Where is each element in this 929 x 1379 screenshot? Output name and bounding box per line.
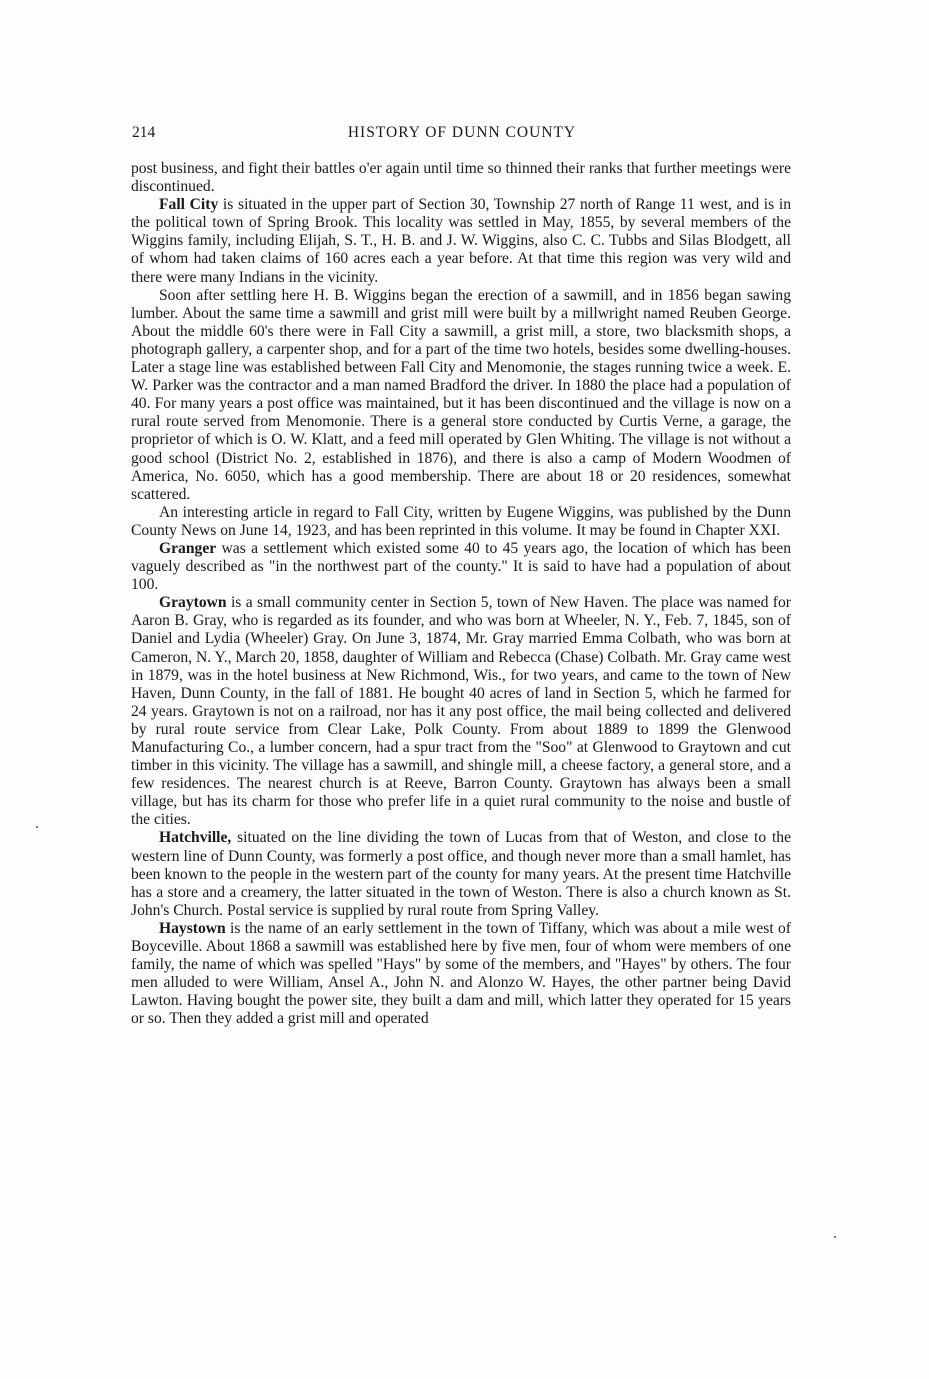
- paragraph-fall-city: [131, 196, 791, 286]
- paragraph-haystown: [131, 920, 791, 1029]
- paragraph-text: is a small community center in Section 5, town of New Haven. The place was named for Aaron B. Gray, who is regarded as its founder, and who was born at Wheeler, N. Y., Feb. 7, 1845, son of Daniel and Lydia (Wheeler) Gray. On June 3, 1874, Mr. Gray married Emma Colbath, who was born at Cameron, N. Y., March 20, 1858, daughter of William and Rebecca (Chase) Colbath. Mr. Gray came west in 1879, was in the hotel business at New Richmond, Wis., for two years, and came to the town of New Haven, Dunn County, in the fall of 1881. He bought 40 acres of land in Section 5, which he farmed for 24 years. Graytown is not on a railroad, nor has it any post office, the mail being collected and delivered by rural route service from Clear Lake, Polk County. From about 1889 to 1899 the Glenwood Manufacturing Co., a lumber concern, had a spur tract from the "Soo" at Glenwood to Graytown and cut timber in this vicinity. The village has a sawmill, and shingle mill, a cheese factory, a general store, and a few residences. The nearest church is at Reeve, Barron County. Graytown has always been a small village, but has its charm for those who prefer life in a quiet rural community to the noise and bustle of the cities.: [131, 594, 791, 829]
- entry-heading: Hatchville,: [159, 829, 232, 847]
- paragraph-fall-city-article: [131, 504, 791, 540]
- entry-heading: Haystown: [159, 919, 226, 937]
- entry-heading: Fall City: [159, 196, 219, 214]
- page-number: 214: [132, 124, 156, 141]
- paragraph-fall-city-history: [131, 287, 791, 504]
- paragraph-text: An interesting article in regard to Fall City, written by Eugene Wiggins, was published by the Dunn County News on June 14, 1923, and has been reprinted in this volume. It may be found in Chapter XXI.: [131, 503, 791, 539]
- paragraph-text: is situated in the upper part of Section 30, Township 27 north of Range 11 west, and is in the political town of Spring Brook. This locality was settled in May, 1855, by several members of the Wiggins family, including Elijah, S. T., H. B. and J. W. Wiggins, also C. C. Tubbs and Silas Blodgett, all of whom had taken claims of 160 acres each a year before. At that time this region was very wild and there were many Indians in the vicinity.: [131, 196, 791, 286]
- paragraph-text: is the name of an early settlement in the town of Tiffany, which was about a mile west of Boyceville. About 1868 a sawmill was established here by five men, four of whom were members of one family, the name of which was spelled "Hays" by some of the members, and "Hayes" by others. The four men alluded to were William, Ansel A., John N. and Alonzo W. Hayes, the other partner being David Lawton. Having bought the power site, they built a dam and mill, which latter they operated for 15 years or so. Then they added a grist mill and operated: [131, 919, 791, 1028]
- paragraph-text: situated on the line dividing the town of Lucas from that of Weston, and close to the western line of Dunn County, was formerly a post office, and though never more than a small hamlet, has been known to the people in the western part of the county for many years. At the present time Hatchville has a store and a creamery, the latter situated in the town of Weston. There is also a church known as St. John's Church. Postal service is supplied by rural route from Spring Valley.: [131, 829, 791, 919]
- scan-speck: [834, 1236, 836, 1238]
- entry-heading: Graytown: [159, 594, 227, 612]
- body-text: [131, 160, 791, 1029]
- paragraph-continued: [131, 160, 791, 196]
- paragraph-text: was a settlement which existed some 40 to 45 years ago, the location of which has been vaguely described as "in the northwest part of the county." It is said to have had a population of about 100.: [131, 539, 791, 594]
- paragraph-text: post business, and fight their battles o'er again until time so thinned their ranks that further meetings were discontinued.: [131, 160, 791, 196]
- paragraph-graytown: [131, 594, 791, 829]
- scan-speck: [36, 826, 38, 828]
- paragraph-granger: [131, 540, 791, 594]
- paragraph-text: Soon after settling here H. B. Wiggins began the erection of a sawmill, and in 1856 began sawing lumber. About the same time a sawmill and grist mill were built by a millwright named Reuben George. About the middle 60's there were in Fall City a sawmill, a grist mill, a store, two blacksmith shops, a photograph gallery, a carpenter shop, and for a part of the time two hotels, besides some dwelling-houses. Later a stage line was established between Fall City and Menomonie, the stages running twice a week. E. W. Parker was the contractor and a man named Bradford the driver. In 1880 the place had a population of 40. For many years a post office was maintained, but it has been discontinued and the village is now on a rural route served from Menomonie. There is a general store conducted by Curtis Verne, a garage, the proprietor of which is O. W. Klatt, and a feed mill operated by Glen Whiting. The village is not without a good school (District No. 2, established in 1876), and there is also a camp of Modern Woodmen of America, No. 6050, which has a good membership. There are about 18 or 20 residences, somewhat scattered.: [131, 286, 791, 503]
- entry-heading: Granger: [159, 539, 217, 557]
- paragraph-hatchville: [131, 829, 791, 919]
- running-title: HISTORY OF DUNN COUNTY: [347, 124, 577, 141]
- page-header: [132, 124, 792, 146]
